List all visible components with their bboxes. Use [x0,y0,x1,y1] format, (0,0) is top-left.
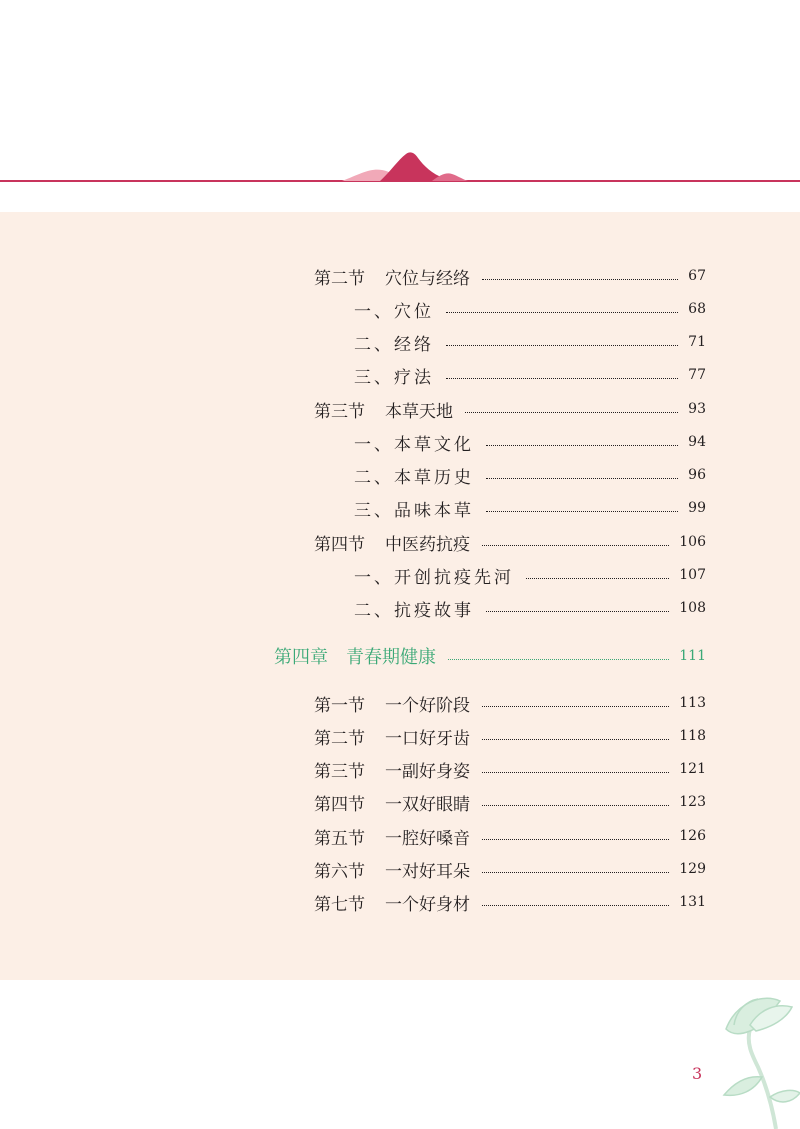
toc-section-title: 中医药抗疫 [385,534,470,555]
dot-leader [486,611,669,612]
mountain-icon [340,150,470,181]
toc-section-row[interactable] [314,262,706,290]
toc-section-number: 第三节 [314,761,365,782]
toc-page-number: 68 [688,301,706,317]
dot-leader [526,578,669,579]
toc-sub-row[interactable] [354,561,706,589]
dot-leader [448,659,669,660]
toc-chapter-row[interactable] [274,642,706,670]
toc-section-row[interactable] [314,395,706,423]
toc-section-number: 第七节 [314,894,365,915]
toc-sub-row[interactable] [354,428,706,456]
toc-section-row[interactable] [314,855,706,883]
dot-leader [465,412,678,413]
flower-icon [706,985,800,1129]
dot-leader [482,706,669,707]
toc-section-title: 一对好耳朵 [385,861,470,882]
toc-section-number: 第三节 [314,401,365,422]
dot-leader [486,445,678,446]
toc-sub-row[interactable] [354,295,706,323]
toc-section-row[interactable] [314,788,706,816]
toc-sub-title: 一、开创抗疫先河 [354,567,514,588]
toc-page-number: 99 [688,500,706,516]
toc-section-row[interactable] [314,888,706,916]
toc-section-number: 第二节 [314,728,365,749]
dot-leader [486,478,678,479]
toc-section-title: 穴位与经络 [385,268,470,289]
toc-section-number: 第二节 [314,268,365,289]
dot-leader [482,772,669,773]
toc-section-title: 本草天地 [385,401,453,422]
toc-chapter-title: 青春期健康 [346,647,436,668]
toc-section-number: 第四节 [314,534,365,555]
toc-section-title: 一口好牙齿 [385,728,470,749]
toc-page-number: 106 [679,534,706,550]
toc-sub-row[interactable] [354,361,706,389]
toc-section-title: 一腔好嗓音 [385,828,470,849]
dot-leader [482,805,669,806]
toc-page-number: 131 [679,894,706,910]
toc-page-number: 111 [679,648,706,664]
toc-section-row[interactable] [314,755,706,783]
toc-section-number: 第四节 [314,794,365,815]
dot-leader [482,739,669,740]
toc-section-row[interactable] [314,689,706,717]
toc-page-number: 107 [679,567,706,583]
dot-leader [446,378,678,379]
toc-section-title: 一个好身材 [385,894,470,915]
toc-page-number: 118 [679,728,706,744]
toc-page-number: 113 [679,695,706,711]
toc-sub-row[interactable] [354,461,706,489]
toc-section-row[interactable] [314,528,706,556]
dot-leader [482,279,678,280]
toc-page-number: 121 [679,761,706,777]
toc-page-number: 123 [679,794,706,810]
toc-page-number: 67 [688,268,706,284]
toc-sub-title: 三、疗法 [354,367,434,388]
toc-section-number: 第五节 [314,828,365,849]
dot-leader [482,905,669,906]
toc-sub-row[interactable] [354,594,706,622]
toc-page-number: 126 [679,828,706,844]
dot-leader [486,511,678,512]
toc-section-row[interactable] [314,822,706,850]
toc-sub-title: 二、本草历史 [354,467,474,488]
toc-page-number: 77 [688,367,706,383]
toc-section-title: 一双好眼睛 [385,794,470,815]
toc-page-number: 93 [688,401,706,417]
toc-sub-title: 三、品味本草 [354,500,474,521]
toc-section-number: 第一节 [314,695,365,716]
toc-page-number: 129 [679,861,706,877]
toc-sub-title: 一、穴位 [354,301,434,322]
toc-sub-row[interactable] [354,494,706,522]
toc-page-number: 108 [679,600,706,616]
toc-sub-title: 一、本草文化 [354,434,474,455]
toc-page-number: 94 [688,434,706,450]
toc-section-number: 第六节 [314,861,365,882]
toc-section-row[interactable] [314,722,706,750]
toc-sub-title: 二、经络 [354,334,434,355]
toc-section-title: 一副好身姿 [385,761,470,782]
dot-leader [446,345,678,346]
toc-page-number: 71 [688,334,706,350]
toc-sub-title: 二、抗疫故事 [354,600,474,621]
toc-sub-row[interactable] [354,328,706,356]
dot-leader [482,545,669,546]
dot-leader [482,872,669,873]
dot-leader [446,312,678,313]
toc-page-number: 96 [688,467,706,483]
page-number: 3 [692,1064,703,1083]
toc-section-title: 一个好阶段 [385,695,470,716]
dot-leader [482,839,669,840]
toc-chapter-number: 第四章 [274,647,328,668]
